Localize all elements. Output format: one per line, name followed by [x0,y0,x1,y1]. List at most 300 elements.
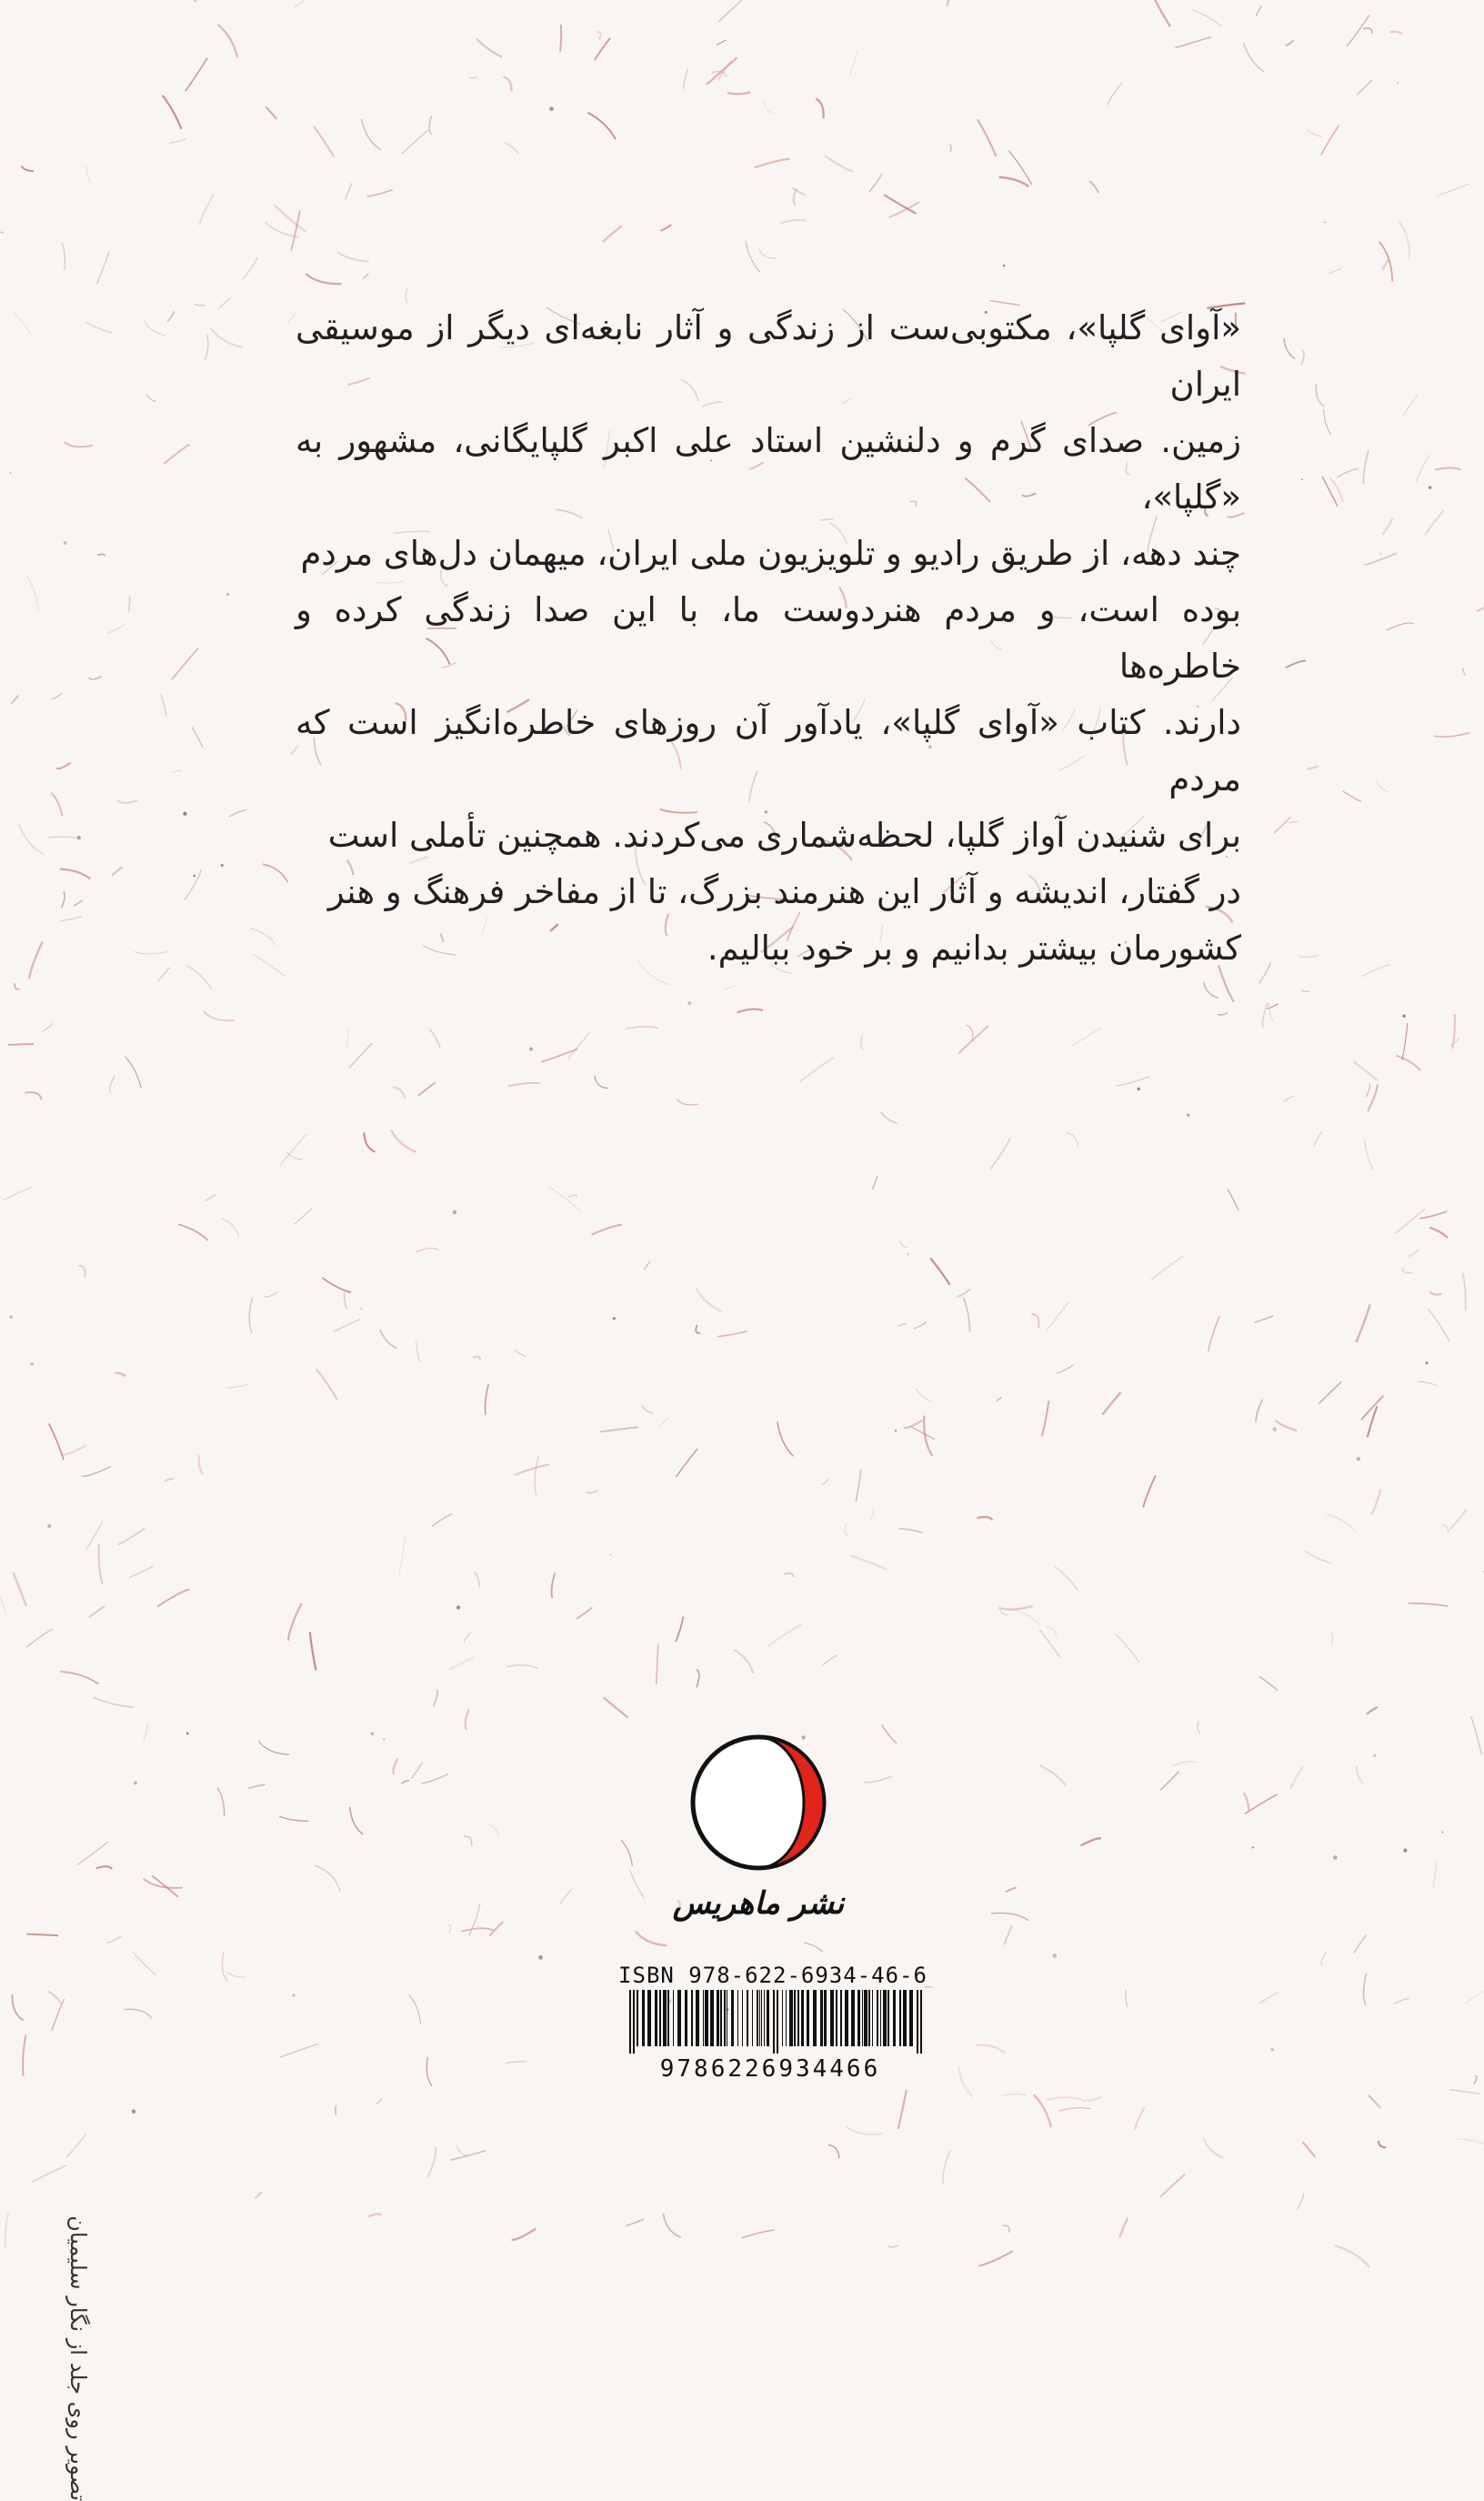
paper-fiber [1321,126,1339,156]
paper-speck [1272,1427,1276,1431]
paper-fiber [86,1521,103,1550]
paper-fiber [900,1240,907,1248]
paper-fiber [1394,1999,1409,2004]
back-cover-blurb [296,300,1241,977]
barcode-bar [677,1990,681,2046]
paper-speck [453,1210,457,1215]
paper-fiber [869,174,882,192]
blurb-line: «آوای گلپا»، مکتوبی‌ست از زندگی و آثار نابغه‌ای دیگر از موسیقی ایران [296,300,1241,413]
paper-fiber [218,298,231,309]
paper-fiber [488,1823,499,1837]
barcode-bar [887,1990,889,2046]
paper-speck [371,1733,374,1735]
paper-fiber [464,1836,472,1846]
barcode-bar [864,1990,867,2046]
paper-fiber [1418,1381,1437,1386]
paper-fiber [1389,32,1402,35]
paper-fiber [1204,982,1218,998]
barcode-bar [717,1990,719,2046]
paper-fiber [117,1528,145,1544]
paper-fiber [1151,1256,1183,1280]
paper-fiber [707,57,737,84]
paper-fiber [1116,1633,1139,1662]
paper-fiber [129,1566,153,1578]
paper-fiber [266,107,276,120]
barcode-bar [824,1990,827,2046]
paper-fiber [1449,2090,1480,2094]
paper-fiber [1284,338,1295,359]
isbn-label: ISBN 978-622-6934-46-6 [618,1963,928,1988]
paper-fiber [1402,1023,1408,1060]
paper-fiber [19,824,45,856]
paper-fiber [29,942,43,979]
paper-fiber [489,1922,503,1936]
paper-fiber [884,195,916,214]
paper-speck [1429,486,1431,488]
paper-fiber [191,0,196,2]
paper-fiber [1366,1083,1369,1097]
paper-fiber [117,799,137,803]
paper-fiber [376,2099,383,2104]
paper-fiber [1047,2097,1087,2102]
paper-fiber [1372,1490,1381,1515]
paper-fiber [644,1261,650,1271]
paper-fiber [1228,1190,1238,1210]
paper-fiber [256,2192,262,2198]
paper-fiber [393,1087,406,1098]
paper-fiber [1297,2194,1304,2210]
paper-fiber [1107,82,1122,105]
paper-fiber [469,1903,480,1935]
paper-fiber [1450,1509,1467,1529]
paper-fiber [306,274,341,284]
barcode-bar [903,1990,907,2046]
paper-fiber [880,1112,897,1124]
paper-fiber [22,166,34,171]
paper-fiber [1119,2217,1128,2237]
paper-speck [1425,1361,1428,1364]
paper-fiber [898,2090,907,2129]
paper-fiber [600,1427,637,1431]
paper-fiber [604,1697,628,1717]
paper-fiber [1477,598,1484,611]
paper-fiber [163,95,182,129]
paper-fiber [106,1936,121,1943]
paper-speck [64,541,67,545]
paper-fiber [199,1455,204,1475]
paper-fiber [794,189,797,206]
paper-fiber [1042,1401,1049,1436]
paper-fiber [74,900,83,906]
paper-fiber [222,1952,227,1981]
barcode-bar [703,1990,704,2046]
paper-fiber [164,445,189,464]
publisher-name: نشر ماهریس [667,1885,849,1922]
barcode-bar [696,1990,699,2046]
paper-fiber [429,1029,440,1048]
paper-fiber [1303,2142,1316,2157]
paper-fiber [65,442,93,447]
barcode-bar [862,1990,863,2046]
paper-fiber [1081,1838,1101,1845]
paper-fiber [152,1876,178,1897]
barcode-bar [857,1990,860,2046]
paper-fiber [1474,2076,1477,2084]
paper-fiber [1039,1630,1060,1658]
paper-fiber [316,1866,341,1892]
paper-fiber [14,310,32,335]
paper-fiber [864,1776,891,1783]
paper-fiber [851,1556,887,1570]
paper-speck [456,1605,460,1609]
barcode-guard-bar [629,1990,631,2054]
paper-fiber [82,1466,110,1476]
paper-fiber [1386,623,1413,630]
barcode-bar [782,1990,783,2046]
paper-fiber [904,1421,922,1428]
paper-fiber [542,1049,578,1061]
paper-fiber [218,25,238,57]
paper-fiber [134,951,167,953]
paper-fiber [1429,1228,1448,1238]
paper-speck [907,1253,909,1255]
paper-fiber [1319,1381,1341,1404]
paper-speck [1137,1087,1140,1090]
paper-fiber [62,892,65,909]
barcode-bar [737,1990,738,2046]
paper-fiber [697,1289,723,1312]
paper-fiber [115,1373,125,1377]
paper-fiber [337,253,369,262]
paper-fiber [1087,2097,1101,2101]
paper-fiber [1308,130,1322,136]
paper-speck [1053,1954,1058,1958]
blurb-line: برای شنیدن آواز گلپا، لحظه‌شماری می‌کردند. همچنین تأملی است [296,808,1241,864]
paper-fiber [172,648,198,679]
paper-fiber [450,2151,486,2160]
paper-fiber [97,554,105,556]
paper-speck [538,1955,543,1960]
barcode-guard-bar [773,1990,775,2054]
paper-fiber [1256,6,1261,17]
paper-fiber [48,1991,63,2004]
isbn-barcode [627,1990,928,2054]
paper-fiber [26,575,39,611]
paper-speck [1252,1846,1254,1848]
barcode-guard-bar [920,1990,922,2054]
paper-fiber [595,38,610,61]
paper-speck [134,1781,137,1784]
paper-fiber [1172,1762,1197,1766]
barcode-bar [685,1990,687,2046]
paper-fiber [206,1194,216,1200]
paper-fiber [15,983,19,989]
paper-fiber [1321,1953,1326,1964]
paper-fiber [416,1248,438,1251]
paper-fiber [408,1995,420,2024]
paper-fiber [185,869,201,899]
paper-fiber [418,1082,436,1096]
paper-fiber [349,1043,372,1068]
barcode-bar [647,1990,651,2046]
paper-fiber [800,1058,834,1082]
barcode-bar [789,1990,793,2046]
paper-fiber [568,1195,577,1198]
paper-fiber [1046,1302,1068,1331]
paper-fiber [1057,1365,1074,1373]
paper-fiber [367,190,393,197]
paper-fiber [1363,1974,1366,2005]
paper-fiber [845,1523,848,1535]
barcode-bar [801,1990,804,2046]
paper-fiber [661,225,672,231]
paper-fiber [462,1928,494,1931]
paper-fiber [734,1650,754,1673]
barcode-bar [720,1990,722,2046]
paper-fiber [158,968,170,981]
paper-fiber [898,1324,906,1327]
paper-fiber [990,1139,1010,1170]
paper-fiber [1262,1003,1268,1028]
paper-fiber [943,2150,951,2185]
paper-fiber [1425,510,1444,535]
paper-fiber [258,1741,289,1754]
paper-fiber [77,1842,108,1865]
paper-fiber [473,1357,480,1361]
paper-fiber [560,25,561,52]
paper-fiber [1430,1291,1442,1295]
paper-fiber [1054,1566,1078,1591]
paper-fiber [1154,0,1170,26]
barcode-bar [836,1990,837,2046]
barcode-bar [764,1990,765,2046]
paper-fiber [505,142,518,153]
paper-fiber [192,727,203,747]
paper-fiber [429,116,432,135]
paper-speck [30,1362,34,1366]
blurb-line: در گفتار، اندیشه و آثار این هنرمند بزرگ، تا از مفاخر فرهنگ و هنر [296,864,1241,920]
paper-fiber [1458,2139,1484,2152]
paper-fiber [958,1026,988,1054]
paper-fiber [63,1446,86,1456]
paper-speck [1442,1832,1444,1833]
paper-fiber [144,320,165,336]
paper-speck [9,1316,12,1319]
paper-fiber [1361,1396,1383,1420]
paper-fiber [128,597,129,613]
paper-fiber [1452,1014,1455,1049]
paper-fiber [514,1350,526,1357]
paper-fiber [913,1322,927,1329]
paper-fiber [52,693,63,698]
paper-fiber [996,1397,1001,1401]
paper-fiber [1354,1061,1378,1080]
barcode-bar [767,1990,769,2046]
paper-fiber [1396,1056,1420,1071]
paper-fiber [1354,1935,1366,1954]
paper-fiber [873,1176,878,1190]
paper-speck [226,593,229,596]
paper-fiber [1408,1250,1419,1257]
paper-fiber [1071,1028,1102,1047]
paper-fiber [1001,1611,1008,1615]
paper-fiber [870,1509,873,1520]
paper-fiber [1299,955,1319,957]
blurb-line: کشورمان بیشتر بدانیم و بر خود ببالیم. [296,920,1241,977]
paper-fiber [1463,668,1466,676]
barcode-guard-bar [917,1990,918,2054]
paper-fiber [1343,791,1361,802]
paper-fiber [626,1027,659,1029]
paper-fiber [1369,2095,1381,2108]
paper-fiber [1191,10,1221,26]
paper-fiber [1322,477,1338,507]
paper-fiber [295,1208,314,1225]
paper-fiber [947,0,949,6]
barcode-bar [752,1990,753,2046]
paper-fiber [626,2219,644,2225]
paper-fiber [23,2035,25,2076]
paper-speck [1397,82,1399,84]
paper-fiber [195,304,206,306]
paper-fiber [898,1529,922,1533]
blurb-line: چند دهه، از طریق رادیو و تلویزیون ملی ایران، میهمان دل‌های مردم [296,526,1241,582]
paper-fiber [1347,15,1369,47]
paper-fiber [759,248,777,258]
paper-fiber [380,1330,396,1349]
paper-fiber [101,0,105,1]
paper-fiber [718,0,742,22]
paper-fiber [560,1889,572,1904]
paper-fiber [1136,2108,1145,2130]
paper-fiber [1116,1077,1149,1086]
paper-fiber [1254,1316,1273,1322]
paper-fiber [248,1784,266,1789]
paper-fiber [1290,1767,1302,1789]
paper-fiber [32,2165,66,2182]
paper-fiber [62,243,65,270]
paper-fiber [1379,242,1393,282]
barcode-bar [642,1990,645,2046]
paper-fiber [8,1044,34,1045]
paper-fiber [1175,37,1211,48]
paper-fiber [1276,1421,1298,1431]
paper-fiber [816,98,823,118]
paper-fiber [173,770,182,773]
paper-fiber [1259,1992,1278,2004]
paper-fiber [1274,818,1290,834]
paper-fiber [1039,1765,1067,1786]
barcode-bar [872,1990,873,2046]
paper-fiber [595,1076,608,1089]
paper-fiber [469,76,476,78]
paper-speck [1187,1113,1189,1116]
paper-fiber [78,1266,85,1278]
paper-fiber [1289,821,1298,823]
paper-fiber [717,40,727,45]
barcode-bar [705,1990,708,2046]
paper-fiber [426,2057,432,2086]
paper-fiber [683,69,687,89]
paper-fiber [1160,1772,1179,1791]
paper-speck [360,1308,362,1310]
paper-fiber [26,1629,54,1647]
paper-fiber [48,837,77,838]
paper-fiber [94,1697,134,1707]
paper-fiber [1402,1267,1412,1273]
paper-fiber [0,217,4,234]
paper-fiber [515,1464,549,1475]
paper-fiber [1160,2174,1186,2197]
paper-fiber [199,195,214,225]
paper-fiber [1357,1766,1363,1783]
paper-fiber [765,101,773,114]
paper-fiber [1471,1717,1482,1755]
paper-fiber [977,2044,1005,2053]
paper-fiber [422,1774,448,1784]
paper-fiber [416,1341,420,1362]
paper-fiber [0,1580,6,1615]
barcode-bar [893,1990,896,2046]
paper-speck [613,1317,616,1320]
paper-fiber [1244,1793,1249,1811]
barcode-bar [655,1990,657,2046]
paper-fiber [856,1470,861,1502]
barcode-bar [710,1990,714,2046]
paper-fiber [978,2251,1012,2265]
paper-fiber [295,0,314,7]
paper-fiber [206,334,208,360]
paper-fiber [512,2229,536,2240]
paper-fiber [780,220,806,224]
paper-fiber [51,793,62,817]
paper-fiber [1002,2094,1027,2095]
paper-fiber [229,810,246,817]
paper-fiber [279,1816,308,1821]
paper-fiber [169,139,186,144]
paper-fiber [96,1866,112,1869]
paper-fiber [186,58,207,92]
paper-fiber [1102,1392,1120,1415]
crescent-moon-icon [686,1728,831,1892]
paper-fiber [485,1384,488,1415]
paper-fiber [657,1643,658,1684]
paper-fiber [291,210,300,250]
paper-fiber [587,113,616,139]
barcode-bar [663,1990,667,2046]
barcode-guard-bar [633,1990,635,2054]
barcode-bar [757,1990,758,2046]
paper-speck [1379,553,1381,555]
paper-fiber [717,1331,747,1337]
paper-fiber [107,625,125,634]
paper-fiber [548,1187,580,1211]
paper-fiber [322,1278,351,1292]
paper-fiber [1143,1475,1156,1507]
cover-image-credit: تصویر روی جلد از نگار سلیمیان [65,2028,91,2501]
paper-fiber [823,1655,837,1665]
paper-fiber [889,202,919,217]
paper-fiber [263,864,288,882]
paper-fiber [5,2213,8,2248]
paper-fiber [991,1913,1029,1921]
paper-fiber [264,1292,278,1297]
paper-fiber [1417,455,1430,481]
paper-speck [687,1001,691,1005]
paper-fiber [266,222,299,237]
blurb-line: دارند. کتاب «آوای گلپا»، یادآور آن روزهای خاطره‌انگیز است که مردم [296,695,1241,808]
paper-fiber [344,1291,346,1309]
